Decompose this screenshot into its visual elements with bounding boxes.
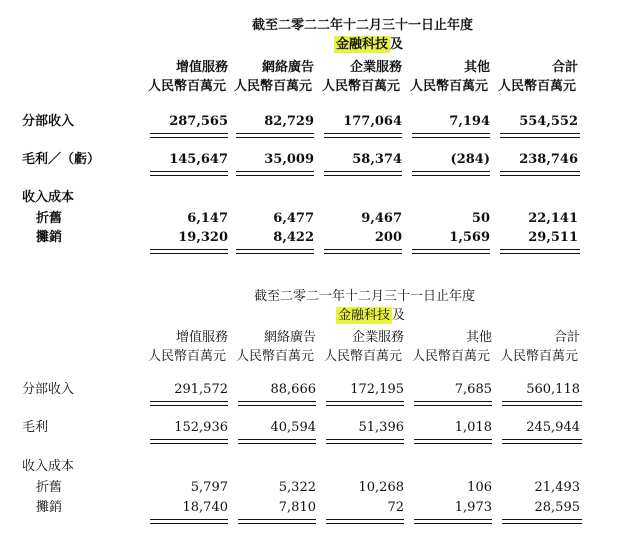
table-cell: 28,595 xyxy=(534,500,580,515)
col-header-online-ads: 網絡廣告 xyxy=(263,330,316,345)
row-label-gross-profit: 毛利 xyxy=(22,420,49,435)
table-cell: 18,740 xyxy=(182,500,228,515)
double-underline xyxy=(412,133,490,138)
period-title-2022: 截至二零二二年十二月三十一日止年度 xyxy=(252,18,474,33)
table-cell: 19,320 xyxy=(178,230,228,245)
double-underline xyxy=(150,249,228,254)
unit-label: 人民幣百萬元 xyxy=(148,349,227,364)
unit-label: 人民幣百萬元 xyxy=(410,79,489,94)
double-underline xyxy=(502,439,582,444)
double-underline xyxy=(324,133,402,138)
col-header-business-services: 企業服務 xyxy=(349,60,402,75)
table-cell: 106 xyxy=(467,480,492,495)
row-label-cost-of-revenue: 收入成本 xyxy=(22,190,75,205)
table-cell: 51,396 xyxy=(358,420,404,435)
double-underline xyxy=(326,519,404,524)
table-cell: 10,268 xyxy=(358,480,404,495)
double-underline xyxy=(150,171,228,176)
double-underline xyxy=(324,249,402,254)
double-underline xyxy=(414,439,492,444)
table-cell: 554,552 xyxy=(519,114,578,129)
double-underline xyxy=(150,439,228,444)
table-cell: 238,746 xyxy=(519,152,578,167)
table-cell: 9,467 xyxy=(361,211,402,226)
table-cell: 1,569 xyxy=(449,230,490,245)
fintech-highlight: 金融科技 xyxy=(336,37,389,52)
unit-label: 人民幣百萬元 xyxy=(148,79,227,94)
double-underline xyxy=(236,133,314,138)
table-cell: 35,009 xyxy=(264,152,314,167)
table-cell: 177,064 xyxy=(343,114,402,129)
row-label-amortisation: 攤銷 xyxy=(36,230,63,245)
row-label-amortisation: 攤銷 xyxy=(36,500,63,515)
double-underline xyxy=(238,401,316,406)
table-cell: 88,666 xyxy=(270,382,316,397)
unit-label: 人民幣百萬元 xyxy=(324,349,403,364)
col-header-business-services: 企業服務 xyxy=(351,330,404,345)
table-cell: 7,810 xyxy=(278,500,316,515)
double-underline xyxy=(412,249,490,254)
group-suffix: 及 xyxy=(390,37,404,52)
table-cell: 6,477 xyxy=(273,211,314,226)
unit-label: 人民幣百萬元 xyxy=(412,349,491,364)
double-underline xyxy=(150,133,228,138)
col-header-others: 其他 xyxy=(465,330,492,345)
period-title-2021: 截至二零二一年十二月三十一日止年度 xyxy=(254,289,476,304)
group-suffix: 及 xyxy=(392,308,406,323)
segment-group-title-2022 xyxy=(334,38,403,51)
row-label-cost-of-revenue: 收入成本 xyxy=(22,459,75,474)
table-cell: 152,936 xyxy=(174,420,228,435)
table-cell: 200 xyxy=(374,230,402,245)
table-cell: 1,973 xyxy=(454,500,492,515)
table-cell: 82,729 xyxy=(264,114,314,129)
table-cell: 22,141 xyxy=(528,211,578,226)
double-underline xyxy=(236,171,314,176)
double-underline xyxy=(150,519,228,524)
double-underline xyxy=(238,519,316,524)
col-header-others: 其他 xyxy=(463,60,490,75)
col-header-total: 合計 xyxy=(553,330,580,345)
row-label-depreciation: 折舊 xyxy=(36,211,63,226)
table-cell: 50 xyxy=(471,211,490,226)
row-label-revenue: 分部收入 xyxy=(22,114,75,129)
unit-label: 人民幣百萬元 xyxy=(322,79,401,94)
double-underline xyxy=(324,171,402,176)
double-underline xyxy=(500,249,580,254)
unit-label: 人民幣百萬元 xyxy=(498,79,577,94)
table-cell: 172,195 xyxy=(350,382,404,397)
col-header-vas: 增值服務 xyxy=(175,330,228,345)
double-underline xyxy=(150,401,228,406)
table-cell: 29,511 xyxy=(528,230,578,245)
double-underline xyxy=(414,519,492,524)
table-cell: 1,018 xyxy=(454,420,492,435)
unit-label: 人民幣百萬元 xyxy=(236,349,315,364)
table-cell: 8,422 xyxy=(273,230,314,245)
table-cell: 7,685 xyxy=(454,382,492,397)
table-cell: 145,647 xyxy=(169,152,228,167)
unit-label: 人民幣百萬元 xyxy=(234,79,313,94)
double-underline xyxy=(238,439,316,444)
fintech-highlight: 金融科技 xyxy=(338,308,391,323)
double-underline xyxy=(414,401,492,406)
row-label-revenue: 分部收入 xyxy=(22,382,75,397)
double-underline xyxy=(502,519,582,524)
double-underline xyxy=(500,171,580,176)
table-cell: 245,944 xyxy=(526,420,580,435)
table-cell: 40,594 xyxy=(270,420,316,435)
table-cell: 5,322 xyxy=(278,480,316,495)
row-label-gross-profit: 毛利／（虧） xyxy=(22,152,101,167)
segment-group-title-2021 xyxy=(336,309,405,322)
table-cell: 21,493 xyxy=(534,480,580,495)
table-cell: 560,118 xyxy=(526,382,580,397)
double-underline xyxy=(236,249,314,254)
table-cell: 5,797 xyxy=(190,480,228,495)
table-cell: 7,194 xyxy=(449,114,490,129)
double-underline xyxy=(326,401,404,406)
col-header-vas: 增值服務 xyxy=(175,60,228,75)
table-cell: 6,147 xyxy=(187,211,228,226)
table-cell: 72 xyxy=(387,500,404,515)
table-cell: (284) xyxy=(450,152,490,167)
double-underline xyxy=(412,171,490,176)
col-header-total: 合計 xyxy=(551,60,578,75)
unit-label: 人民幣百萬元 xyxy=(500,349,579,364)
row-label-depreciation: 折舊 xyxy=(36,480,63,495)
double-underline xyxy=(502,401,582,406)
col-header-online-ads: 網絡廣告 xyxy=(261,60,314,75)
table-cell: 58,374 xyxy=(352,152,402,167)
table-cell: 291,572 xyxy=(174,382,228,397)
table-cell: 287,565 xyxy=(169,114,228,129)
double-underline xyxy=(326,439,404,444)
double-underline xyxy=(500,133,580,138)
